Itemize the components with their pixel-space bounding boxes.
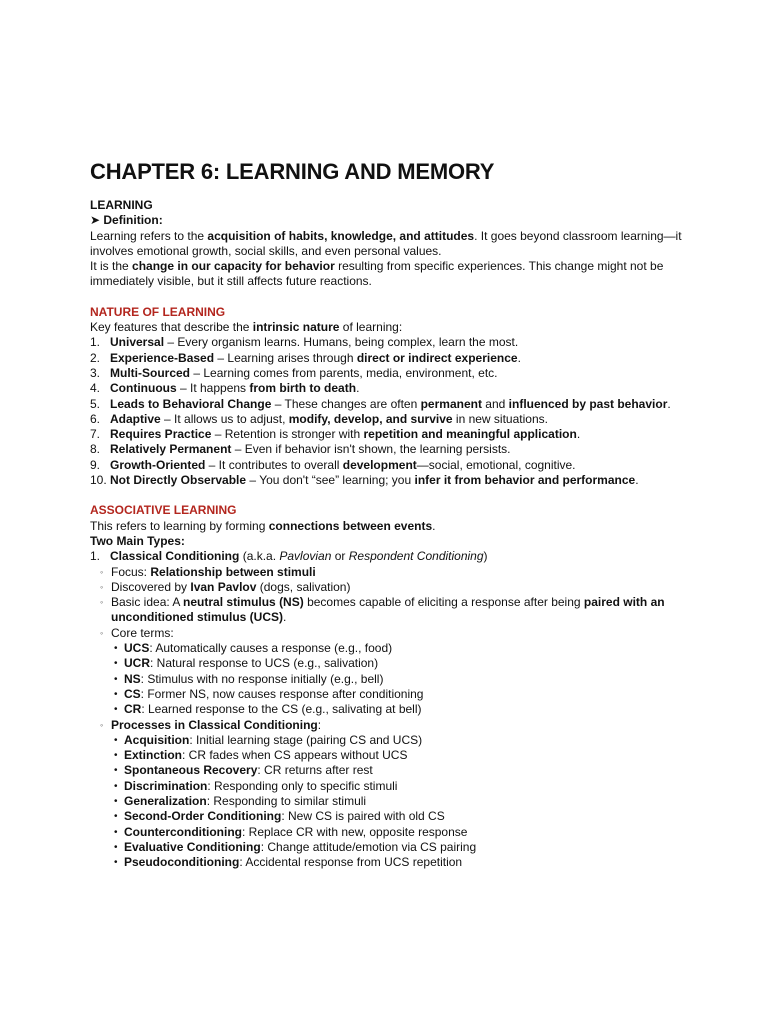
term: Adaptive [110, 411, 161, 426]
list-item [90, 381, 690, 396]
description: – Learning arises through [214, 350, 357, 365]
document-content [90, 158, 690, 870]
list-item [90, 458, 690, 473]
list-item [90, 779, 690, 794]
description: : New CS is paired with old CS [281, 809, 445, 824]
description: : Responding to similar stimuli [206, 793, 367, 808]
description: in new situations. [452, 411, 548, 426]
bullet-icon: • [114, 841, 118, 853]
list-text [124, 855, 690, 870]
term: UCS [124, 641, 150, 656]
list-number: 10. [90, 473, 107, 488]
emphasis: development [342, 457, 417, 472]
list-text [110, 458, 690, 473]
nature-intro: Key features that describe the intrinsic nature of learning: [90, 320, 403, 335]
description: – You don't “see” learning; you [246, 473, 415, 488]
description: —social, emotional, cognitive. [416, 457, 576, 472]
description: : Replace CR with new, opposite response [241, 824, 468, 839]
description: : Automatically causes a response (e.g., food) [149, 641, 393, 656]
emphasis: repetition and meaningful application [363, 427, 577, 442]
description: : Initial learning stage (pairing CS and UCS) [189, 732, 423, 747]
nature-list [90, 335, 690, 488]
list-number: 3. [90, 365, 101, 380]
list-text [110, 397, 690, 412]
description: . [517, 350, 521, 365]
list-item [90, 397, 690, 412]
emphasis: direct or indirect experience [356, 350, 518, 365]
term: Relatively Permanent [110, 442, 232, 457]
list-item [90, 855, 690, 870]
circle-bullet-icon: ◦ [100, 581, 104, 592]
term: CR [124, 702, 142, 717]
list-item [90, 366, 690, 381]
list-item [90, 702, 690, 717]
term: Multi-Sourced [110, 365, 190, 380]
basic-idea-item: ◦ Basic idea: A neutral stimulus (NS) becomes capable of eliciting a response after being paired with an unconditioned stimulus (UCS). [100, 595, 665, 625]
bullet-icon: • [114, 811, 118, 823]
term: Extinction [124, 748, 183, 763]
list-text [110, 366, 690, 381]
list-text [124, 748, 690, 763]
emphasis: permanent [420, 396, 482, 411]
bullet-icon: • [114, 658, 118, 670]
description: . [356, 381, 360, 396]
list-item [90, 351, 690, 366]
bullet-icon: • [114, 857, 118, 869]
classical-conditioning-item: 1. Classical Conditioning (a.k.a. Pavlovian or Respondent Conditioning) [90, 549, 488, 564]
term: Requires Practice [110, 427, 212, 442]
list-text [124, 825, 690, 840]
list-number: 9. [90, 457, 101, 472]
list-text [110, 427, 690, 442]
circle-bullet-icon: ◦ [100, 597, 104, 608]
focus-item: ◦ Focus: Relationship between stimuli [100, 564, 316, 579]
bullet-icon: • [114, 750, 118, 762]
definition-paragraph-1: Learning refers to the acquisition of habits, knowledge, and attitudes. It goes beyond classroom learning—it involves emotional growth, social skills, and even personal values. [90, 228, 682, 258]
term: Evaluative Conditioning [124, 839, 261, 854]
list-text [110, 412, 690, 427]
term: Experience-Based [110, 350, 215, 365]
list-text [124, 733, 690, 748]
emphasis: infer it from behavior and performance [414, 473, 636, 488]
list-text [124, 641, 690, 656]
circle-bullet-icon: ◦ [100, 719, 104, 730]
discovered-item: ◦ Discovered by Ivan Pavlov (dogs, salivation) [100, 579, 351, 594]
core-terms-label: ◦ Core terms: [100, 625, 174, 640]
list-text [124, 809, 690, 824]
list-item [90, 687, 690, 702]
description: – Retention is stronger with [211, 427, 364, 442]
term: Spontaneous Recovery [124, 763, 258, 778]
term: Continuous [110, 381, 177, 396]
list-text [124, 840, 690, 855]
list-item [90, 840, 690, 855]
list-item [90, 763, 690, 778]
term: Pseudoconditioning [124, 855, 240, 870]
list-text [124, 794, 690, 809]
list-number: 4. [90, 381, 101, 396]
description: – These changes are often [271, 396, 421, 411]
bullet-icon: • [114, 765, 118, 777]
list-number: 8. [90, 442, 101, 457]
term: CS [124, 686, 141, 701]
bullet-icon: • [114, 734, 118, 746]
term: Leads to Behavioral Change [110, 396, 272, 411]
emphasis: modify, develop, and survive [288, 411, 453, 426]
description: – It happens [176, 381, 250, 396]
description: : Accidental response from UCS repetition [239, 855, 463, 870]
term: Universal [110, 335, 165, 350]
description: : CR returns after rest [257, 763, 373, 778]
description: . [667, 396, 671, 411]
description: : CR fades when CS appears without UCS [182, 748, 408, 763]
emphasis: influenced by past behavior [508, 396, 668, 411]
list-item [90, 794, 690, 809]
list-number: 2. [90, 350, 101, 365]
list-text [124, 763, 690, 778]
description: – It contributes to overall [205, 457, 343, 472]
list-item [90, 809, 690, 824]
core-terms-list [90, 641, 690, 717]
list-item [90, 473, 690, 488]
bullet-icon: • [114, 643, 118, 655]
description: : Former NS, now causes response after conditioning [140, 686, 424, 701]
definition-label: ➤ Definition: [90, 213, 163, 228]
term: Growth-Oriented [110, 457, 206, 472]
bullet-icon: • [114, 780, 118, 792]
description: – Every organism learns. Humans, being complex, learn the most. [164, 335, 519, 350]
list-item [90, 672, 690, 687]
description: . [576, 427, 581, 442]
list-number: 5. [90, 396, 101, 411]
term: Generalization [124, 793, 207, 808]
list-item [90, 412, 690, 427]
term: NS [124, 671, 141, 686]
list-number: 7. [90, 427, 101, 442]
list-number: 1. [90, 335, 101, 350]
description: . [635, 473, 639, 488]
term: Counterconditioning [124, 824, 242, 839]
description: : Change attitude/emotion via CS pairing [260, 839, 477, 854]
chapter-title: CHAPTER 6: LEARNING AND MEMORY [90, 159, 495, 184]
list-text [110, 335, 690, 350]
list-item [90, 825, 690, 840]
description: : Learned response to the CS (e.g., salivating at bell) [141, 702, 422, 717]
circle-bullet-icon: ◦ [100, 566, 104, 577]
list-text [124, 672, 690, 687]
list-item [90, 733, 690, 748]
term: Acquisition [124, 732, 190, 747]
associative-intro: This refers to learning by forming connections between events. [90, 518, 436, 533]
list-item [90, 656, 690, 671]
term: Not Directly Observable [110, 473, 247, 488]
list-item [90, 748, 690, 763]
list-item [90, 442, 690, 457]
list-item [90, 335, 690, 350]
term: Discrimination [124, 778, 208, 793]
list-text [110, 351, 690, 366]
emphasis: from birth to death [249, 381, 357, 396]
list-text [124, 779, 690, 794]
term: Second-Order Conditioning [124, 809, 282, 824]
list-number: 6. [90, 411, 101, 426]
learning-heading: LEARNING [90, 198, 153, 212]
list-item [90, 641, 690, 656]
circle-bullet-icon: ◦ [100, 627, 104, 638]
processes-label: ◦ Processes in Classical Conditioning: [100, 717, 322, 732]
list-text [110, 473, 690, 488]
description: : Responding only to specific stimuli [207, 778, 398, 793]
types-label: Two Main Types: [90, 533, 185, 548]
list-text [110, 381, 690, 396]
list-text [124, 656, 690, 671]
list-item [90, 427, 690, 442]
description: – Learning comes from parents, media, environment, etc. [190, 365, 498, 380]
description: : Stimulus with no response initially (e.g., bell) [140, 671, 384, 686]
list-text [124, 687, 690, 702]
description: – It allows us to adjust, [160, 411, 289, 426]
bullet-icon: • [114, 673, 118, 685]
bullet-icon: • [114, 704, 118, 716]
description: – Even if behavior isn't shown, the learning persists. [231, 442, 511, 457]
description: and [481, 396, 509, 411]
list-text [110, 442, 690, 457]
associative-heading: ASSOCIATIVE LEARNING [90, 503, 237, 518]
processes-list [90, 733, 690, 871]
bullet-icon: • [114, 826, 118, 838]
description: : Natural response to UCS (e.g., salivation) [150, 656, 379, 671]
term: UCR [124, 656, 150, 671]
nature-heading: NATURE OF LEARNING [90, 304, 226, 319]
bullet-icon: • [114, 795, 118, 807]
list-text [124, 702, 690, 717]
definition-paragraph-2: It is the change in our capacity for behavior resulting from specific experiences. This change might not be immediately visible, but it still affects future reactions. [90, 259, 664, 289]
bullet-icon: • [114, 688, 118, 700]
